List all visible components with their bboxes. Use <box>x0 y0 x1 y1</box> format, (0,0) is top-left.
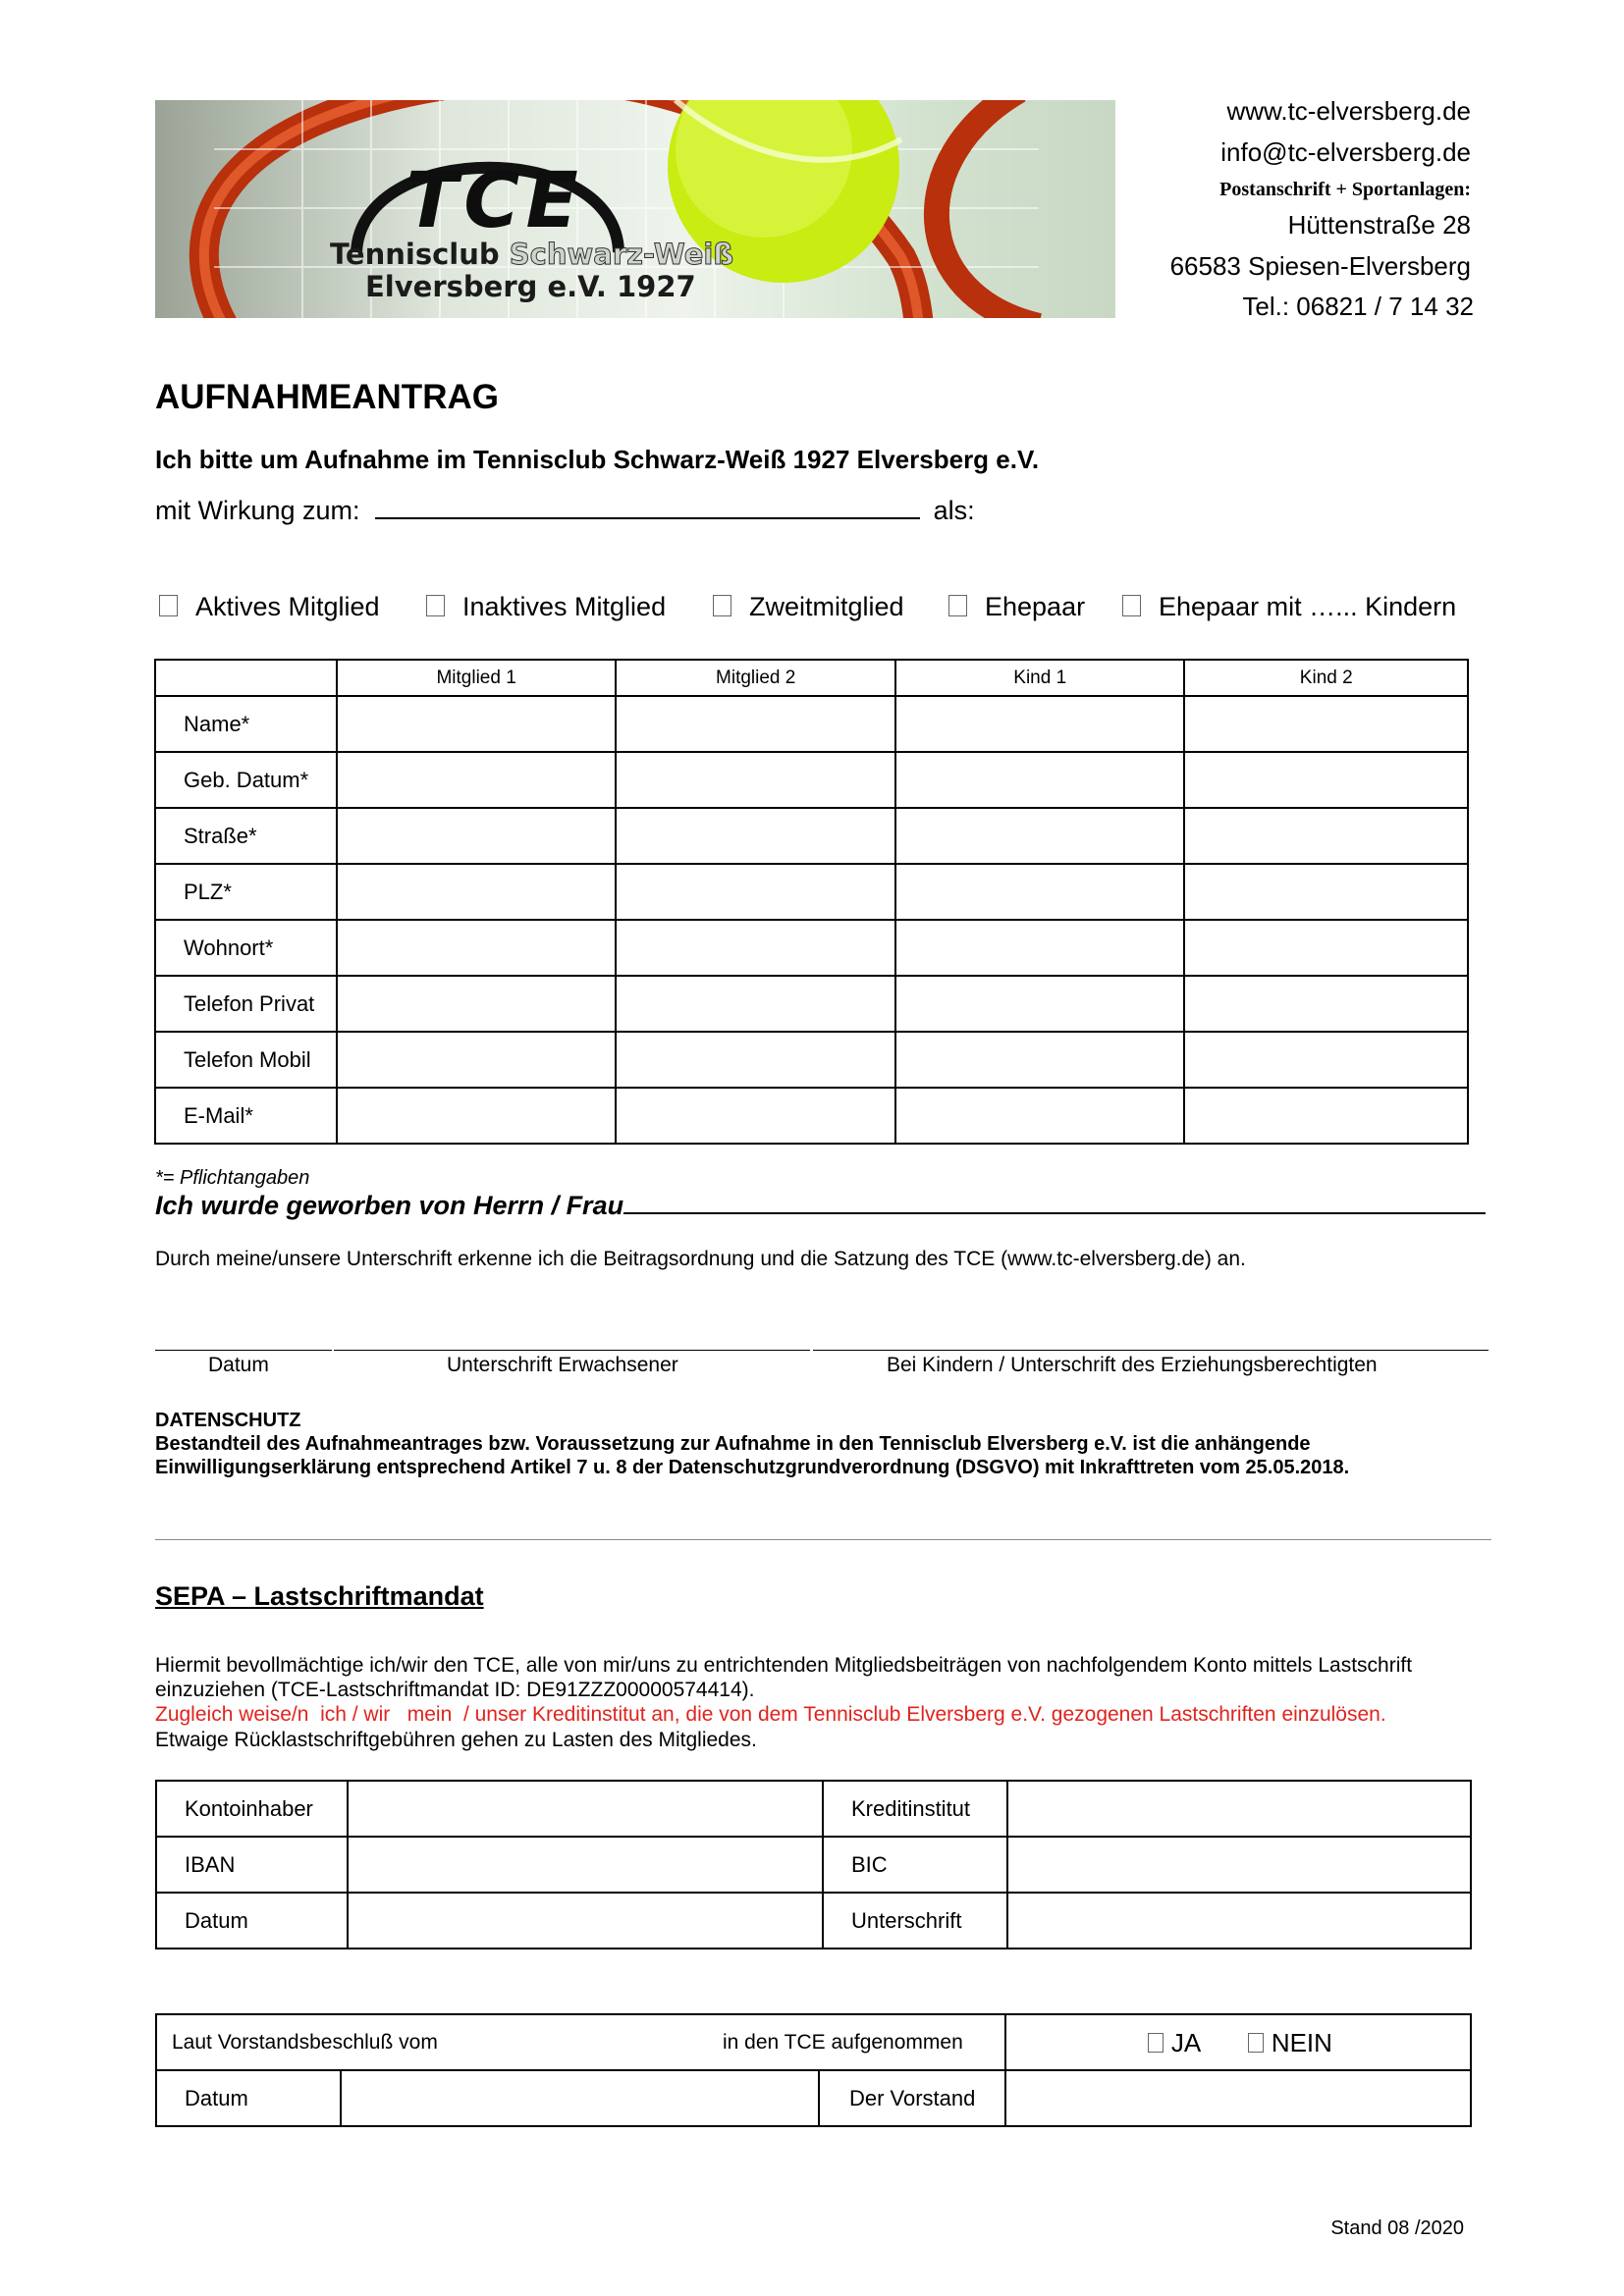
input-cell[interactable] <box>895 1088 1184 1144</box>
input-cell[interactable] <box>616 864 895 920</box>
column-header: Mitglied 2 <box>616 660 895 696</box>
input-cell[interactable] <box>337 808 617 864</box>
input-cell[interactable] <box>895 696 1184 752</box>
member-data-table <box>154 659 1469 1145</box>
contact-website[interactable]: www.tc-elversberg.de <box>1226 96 1471 126</box>
table-row <box>156 1837 1471 1893</box>
consent-text: Durch meine/unsere Unterschrift erkenne ich die Beitragsordnung und die Satzung des TCE (www.tc-elversberg.de) an. <box>155 1248 1246 1270</box>
row-label: Straße* <box>155 808 337 864</box>
admission-yes-option[interactable] <box>1148 2028 1201 2058</box>
logo-name-line1 <box>330 238 733 271</box>
no-label: NEIN <box>1271 2028 1332 2057</box>
input-cell[interactable] <box>1184 752 1468 808</box>
effective-date-label: mit Wirkung zum: <box>155 496 360 525</box>
input-cell[interactable] <box>895 752 1184 808</box>
column-header: Kind 1 <box>895 660 1184 696</box>
adult-signature-label: Unterschrift Erwachsener <box>447 1354 678 1376</box>
guardian-signature-line[interactable] <box>813 1350 1489 1351</box>
table-header-row <box>155 660 1468 696</box>
intro-text: Ich bitte um Aufnahme im Tennisclub Schwarz-Weiß 1927 Elversberg e.V. <box>155 445 1040 474</box>
referral-field[interactable] <box>623 1191 1486 1214</box>
guardian-signature-label: Bei Kindern / Unterschrift des Erziehungsberechtigten <box>887 1354 1378 1376</box>
input-cell[interactable] <box>1184 808 1468 864</box>
effective-date-row <box>155 496 975 526</box>
row-label: E-Mail* <box>155 1088 337 1144</box>
board-signature-row <box>156 2070 1471 2126</box>
logo-mark: TCE <box>406 157 584 245</box>
row-label: Telefon Mobil <box>155 1032 337 1088</box>
bank-left-label: Kontoinhaber <box>156 1781 348 1837</box>
input-cell[interactable] <box>616 696 895 752</box>
input-cell[interactable] <box>337 1032 617 1088</box>
board-signature-field[interactable] <box>1005 2070 1471 2126</box>
input-cell[interactable] <box>895 920 1184 976</box>
input-cell[interactable] <box>1184 1088 1468 1144</box>
admitted-label: in den TCE aufgenommen <box>723 2031 963 2054</box>
board-resolution-row <box>156 2014 1471 2070</box>
version-stamp: Stand 08 /2020 <box>1330 2217 1464 2239</box>
bank-left-field[interactable] <box>348 1781 823 1837</box>
section-divider <box>155 1539 1491 1540</box>
input-cell[interactable] <box>616 920 895 976</box>
privacy-line2: Einwilligungserklärung entsprechend Artikel 7 u. 8 der Datenschutzgrundverordnung (DSGVO) mit Inkrafttreten vom 25.05.2018. <box>155 1457 1350 1478</box>
input-cell[interactable] <box>337 1088 617 1144</box>
input-cell[interactable] <box>895 808 1184 864</box>
contact-phone: Tel.: 06821 / 7 14 32 <box>1242 292 1474 321</box>
column-header: Kind 2 <box>1184 660 1468 696</box>
yes-label: JA <box>1170 2028 1202 2057</box>
column-header: Mitglied 1 <box>337 660 617 696</box>
bank-right-label: Unterschrift <box>823 1893 1007 1949</box>
sepa-line3: Zugleich weise/n ich / wir mein / unser Kreditinstitut an, die von dem Tennisclub Elversberg e.V. gezogenen Lastschriften einzulösen. <box>155 1703 1386 1726</box>
checkbox-icon[interactable] <box>1148 2033 1164 2053</box>
bank-right-field[interactable] <box>1007 1781 1471 1837</box>
logo-name-tennisclub: Tennisclub <box>330 238 500 271</box>
table-row <box>155 920 1468 976</box>
option-couple[interactable] <box>948 592 1085 622</box>
checkbox-icon[interactable] <box>713 595 731 616</box>
input-cell[interactable] <box>616 752 895 808</box>
logo-name-schwarzweiss: Schwarz-Weiß <box>509 238 734 271</box>
option-label: Inaktives Mitglied <box>462 592 667 621</box>
option-label: Ehepaar <box>985 592 1086 621</box>
input-cell[interactable] <box>337 864 617 920</box>
option-label: Zweitmitglied <box>749 592 904 621</box>
sepa-title: SEPA – Lastschriftmandat <box>155 1581 484 1611</box>
row-label: PLZ* <box>155 864 337 920</box>
logo-name-line2: Elversberg e.V. 1927 <box>365 270 696 303</box>
input-cell[interactable] <box>895 976 1184 1032</box>
board-decision-table <box>155 2013 1472 2127</box>
input-cell[interactable] <box>1184 696 1468 752</box>
table-row <box>155 752 1468 808</box>
effective-date-field[interactable] <box>375 496 920 519</box>
admission-no-option[interactable] <box>1248 2028 1332 2058</box>
option-second-member[interactable] <box>713 592 904 622</box>
required-note: *= Pflichtangaben <box>155 1167 310 1189</box>
bank-left-field[interactable] <box>348 1837 823 1893</box>
option-couple-with-children[interactable] <box>1122 592 1456 622</box>
admission-choice-cell <box>1005 2014 1471 2070</box>
bank-left-label: IBAN <box>156 1837 348 1893</box>
table-row <box>155 864 1468 920</box>
option-inactive-member[interactable] <box>426 592 666 622</box>
sepa-line2: einzuziehen (TCE-Lastschriftmandat ID: DE91ZZZ00000574414). <box>155 1679 755 1701</box>
option-label: Ehepaar mit …... Kindern <box>1159 592 1457 621</box>
input-cell[interactable] <box>895 1032 1184 1088</box>
bank-left-field[interactable] <box>348 1893 823 1949</box>
checkbox-icon[interactable] <box>1248 2033 1264 2053</box>
as-label: als: <box>933 496 975 525</box>
checkbox-icon[interactable] <box>159 595 178 616</box>
bank-left-label: Datum <box>156 1893 348 1949</box>
table-row <box>155 808 1468 864</box>
privacy-line1: Bestandteil des Aufnahmeantrages bzw. Voraussetzung zur Aufnahme in den Tennisclub Elversberg e.V. ist die anhängende <box>155 1433 1311 1455</box>
bank-right-label: BIC <box>823 1837 1007 1893</box>
form-title: AUFNAHMEANTRAG <box>155 378 499 416</box>
table-row <box>155 1088 1468 1144</box>
bank-details-table <box>155 1780 1472 1949</box>
input-cell[interactable] <box>616 808 895 864</box>
referral-row <box>155 1191 1486 1221</box>
input-cell[interactable] <box>337 752 617 808</box>
contact-email[interactable]: info@tc-elversberg.de <box>1220 137 1471 167</box>
board-signature-label: Der Vorstand <box>819 2070 1005 2126</box>
table-row <box>156 1781 1471 1837</box>
row-label: Name* <box>155 696 337 752</box>
contact-address-label: Postanschrift + Sportanlagen: <box>1219 179 1471 200</box>
date-signature-line[interactable] <box>155 1350 332 1351</box>
board-date-label: Datum <box>156 2070 341 2126</box>
checkbox-icon[interactable] <box>426 595 445 616</box>
row-label: Telefon Privat <box>155 976 337 1032</box>
table-row <box>156 1893 1471 1949</box>
input-cell[interactable] <box>337 976 617 1032</box>
input-cell[interactable] <box>1184 864 1468 920</box>
resolution-label: Laut Vorstandsbeschluß vom <box>172 2031 438 2054</box>
contact-street: Hüttenstraße 28 <box>1287 210 1471 240</box>
bank-right-field[interactable] <box>1007 1893 1471 1949</box>
input-cell[interactable] <box>337 696 617 752</box>
board-resolution-cell[interactable] <box>156 2014 1005 2070</box>
row-label: Geb. Datum* <box>155 752 337 808</box>
input-cell[interactable] <box>1184 1032 1468 1088</box>
board-date-field[interactable] <box>341 2070 819 2126</box>
referral-label: Ich wurde geworben von Herrn / Frau <box>155 1191 624 1220</box>
checkbox-icon[interactable] <box>1122 595 1141 616</box>
input-cell[interactable] <box>616 1032 895 1088</box>
option-active-member[interactable] <box>159 592 380 622</box>
table-row <box>155 696 1468 752</box>
input-cell[interactable] <box>895 864 1184 920</box>
input-cell[interactable] <box>616 976 895 1032</box>
input-cell[interactable] <box>337 920 617 976</box>
adult-signature-line[interactable] <box>334 1350 810 1351</box>
table-corner-cell <box>155 660 337 696</box>
sepa-line4: Etwaige Rücklastschriftgebühren gehen zu Lasten des Mitgliedes. <box>155 1729 757 1751</box>
contact-city: 66583 Spiesen-Elversberg <box>1169 251 1471 281</box>
date-signature-label: Datum <box>208 1354 269 1376</box>
privacy-heading: DATENSCHUTZ <box>155 1410 301 1431</box>
input-cell[interactable] <box>616 1088 895 1144</box>
bank-right-label: Kreditinstitut <box>823 1781 1007 1837</box>
checkbox-icon[interactable] <box>948 595 967 616</box>
table-row <box>155 976 1468 1032</box>
option-label: Aktives Mitglied <box>195 592 380 621</box>
table-row <box>155 1032 1468 1088</box>
input-cell[interactable] <box>1184 976 1468 1032</box>
bank-right-field[interactable] <box>1007 1837 1471 1893</box>
sepa-line1: Hiermit bevollmächtige ich/wir den TCE, alle von mir/uns zu entrichtenden Mitgliedsbeiträgen von nachfolgendem Konto mittels Lastschrift <box>155 1654 1413 1677</box>
row-label: Wohnort* <box>155 920 337 976</box>
club-logo <box>155 100 1115 318</box>
input-cell[interactable] <box>1184 920 1468 976</box>
